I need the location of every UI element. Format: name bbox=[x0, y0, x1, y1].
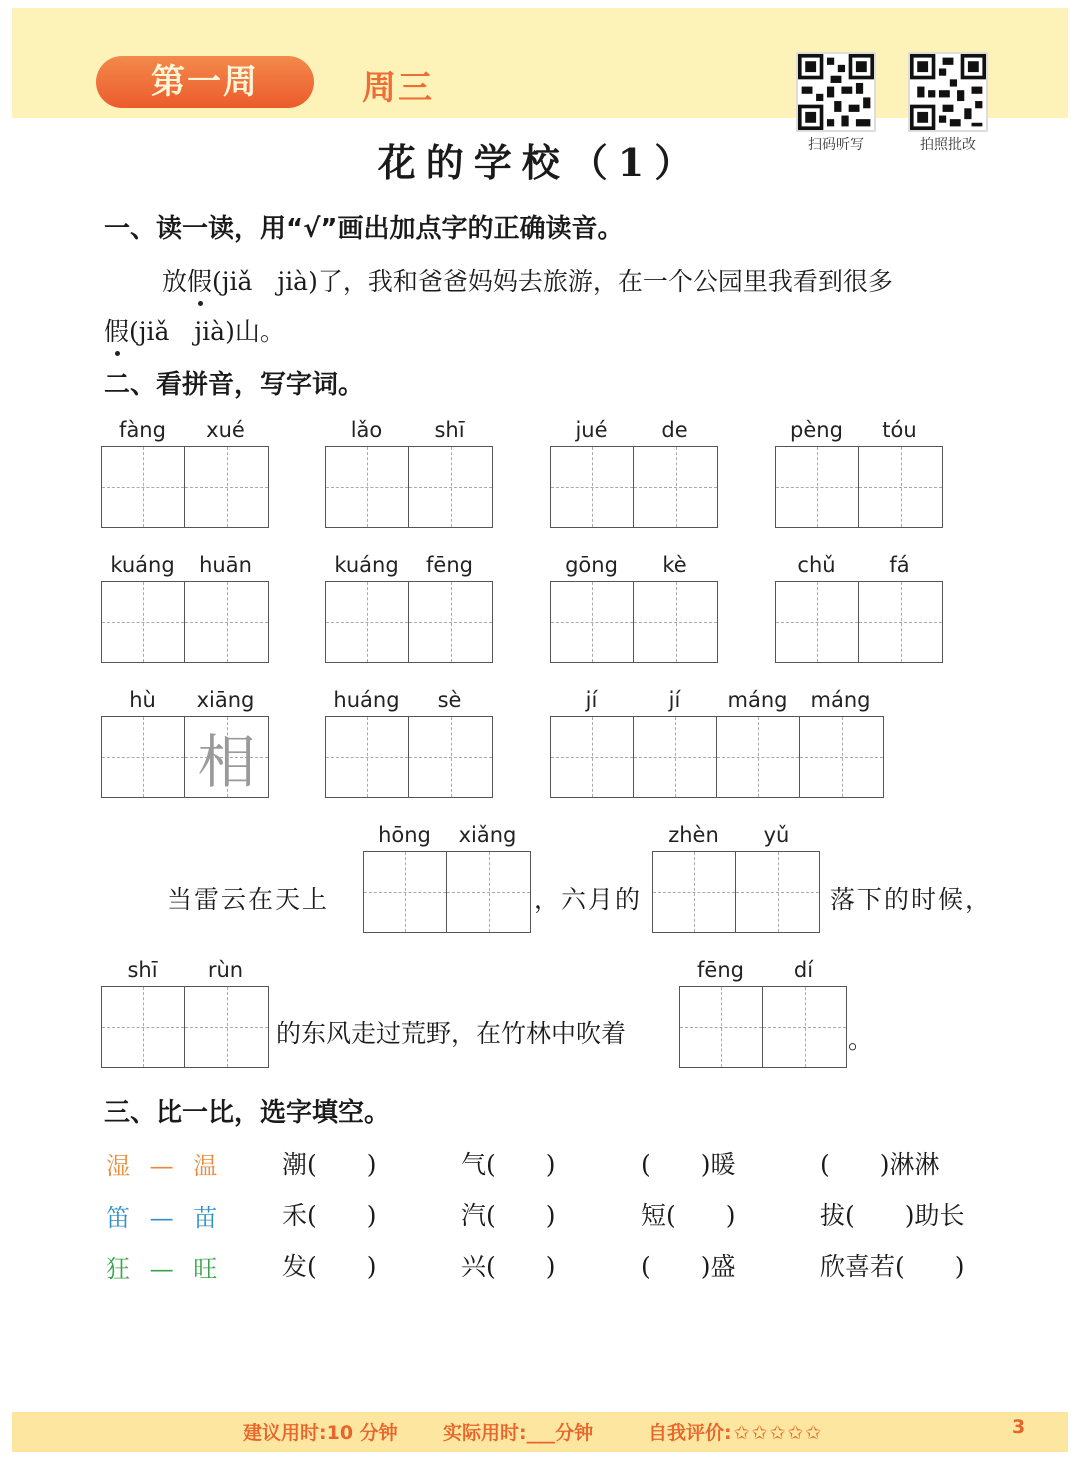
pinyin-label: hōng bbox=[378, 823, 431, 847]
grid-cell[interactable] bbox=[634, 582, 717, 662]
grid-cell[interactable] bbox=[776, 447, 859, 527]
section1-heading: 一、读一读，用“√”画出加点字的正确读音。 bbox=[104, 214, 624, 244]
pinyin-label: kè bbox=[662, 553, 687, 577]
grid-cell[interactable] bbox=[859, 582, 942, 662]
grid-cell[interactable] bbox=[653, 852, 736, 932]
pinyin-label: chǔ bbox=[797, 553, 836, 577]
section1-line1 bbox=[162, 262, 893, 298]
compare-pair-3: 狂 — 旺 bbox=[106, 1255, 224, 1283]
fill-blank[interactable]: ( )暖 bbox=[641, 1150, 736, 1179]
dotted-char: 假 bbox=[104, 312, 129, 348]
text-segment: 放 bbox=[162, 267, 188, 296]
compare-pair-1: 湿 — 温 bbox=[106, 1152, 224, 1180]
pinyin-label: jué bbox=[575, 418, 608, 442]
self-eval-label: 自我评价: bbox=[648, 1422, 732, 1444]
day-label: 周三 bbox=[362, 68, 434, 108]
grid-cell[interactable] bbox=[185, 447, 268, 527]
grid-cell[interactable] bbox=[185, 987, 268, 1067]
grid-cell-example[interactable] bbox=[185, 717, 268, 797]
rating-stars[interactable] bbox=[732, 1422, 822, 1444]
writing-grid[interactable] bbox=[550, 716, 884, 798]
fill-blank[interactable]: ( )淋淋 bbox=[820, 1150, 940, 1179]
pinyin-label: shī bbox=[127, 958, 158, 982]
writing-grid[interactable] bbox=[325, 716, 493, 798]
pinyin-group-10 bbox=[325, 688, 493, 798]
fill-blank[interactable]: 发( ) bbox=[282, 1252, 377, 1281]
example-character: 相 bbox=[197, 728, 256, 796]
pinyin-label: gōng bbox=[565, 553, 618, 577]
grid-cell[interactable] bbox=[634, 717, 717, 797]
pinyin-label: rùn bbox=[207, 958, 244, 982]
writing-grid[interactable] bbox=[679, 986, 847, 1068]
pinyin-label: fēng bbox=[426, 553, 473, 577]
grid-cell[interactable] bbox=[447, 852, 530, 932]
grid-cell[interactable] bbox=[409, 582, 492, 662]
star-icon[interactable]: ✩ bbox=[733, 1422, 750, 1444]
page-title: 花的学校（1） bbox=[377, 140, 703, 185]
grid-cell[interactable] bbox=[634, 447, 717, 527]
pinyin-group-2 bbox=[325, 418, 493, 528]
pinyin-label: dí bbox=[793, 958, 814, 982]
star-icon[interactable]: ✩ bbox=[805, 1422, 822, 1444]
writing-grid[interactable] bbox=[101, 986, 269, 1068]
pinyin-group-6 bbox=[325, 553, 493, 663]
grid-cell[interactable] bbox=[551, 447, 634, 527]
fill-blank[interactable]: 欣喜若( ) bbox=[820, 1252, 965, 1281]
grid-cell[interactable] bbox=[800, 717, 883, 797]
pinyin-label: jí bbox=[668, 688, 681, 712]
grid-cell[interactable] bbox=[736, 852, 819, 932]
page-number: 3 bbox=[1012, 1416, 1026, 1438]
compare-pair-2: 笛 — 苗 bbox=[106, 1204, 224, 1232]
grid-cell[interactable] bbox=[680, 987, 763, 1067]
fill-blank[interactable]: 潮( ) bbox=[282, 1150, 377, 1179]
grid-cell[interactable] bbox=[763, 987, 846, 1067]
grid-cell[interactable] bbox=[326, 582, 409, 662]
pinyin-label: tóu bbox=[882, 418, 917, 442]
pinyin-group-3 bbox=[550, 418, 718, 528]
section3-heading: 三、比一比，选字填空。 bbox=[104, 1098, 391, 1128]
star-icon[interactable]: ✩ bbox=[751, 1422, 768, 1444]
pinyin-label: fēng bbox=[697, 958, 744, 982]
grid-cell[interactable] bbox=[859, 447, 942, 527]
fill-blank[interactable]: 拔( )助长 bbox=[820, 1201, 965, 1230]
pinyin-label: xiāng bbox=[196, 688, 255, 712]
grid-cell[interactable] bbox=[409, 447, 492, 527]
grid-cell[interactable] bbox=[364, 852, 447, 932]
actual-time[interactable]: 实际用时:___分钟 bbox=[443, 1422, 594, 1444]
grid-cell[interactable] bbox=[776, 582, 859, 662]
fill-blank[interactable]: ( )盛 bbox=[641, 1252, 736, 1281]
pinyin-label: huān bbox=[199, 553, 252, 577]
week-label: 第一周 bbox=[151, 62, 259, 102]
pinyin-label: pèng bbox=[790, 418, 843, 442]
pinyin-group-sentence-2 bbox=[652, 823, 820, 933]
star-icon[interactable]: ✩ bbox=[769, 1422, 786, 1444]
qr-icon bbox=[910, 54, 986, 130]
pinyin-label: de bbox=[661, 418, 688, 442]
pinyin-label: hù bbox=[129, 688, 156, 712]
writing-grid[interactable] bbox=[325, 446, 493, 528]
grid-cell[interactable] bbox=[185, 582, 268, 662]
pinyin-label: shī bbox=[434, 418, 465, 442]
self-evaluation bbox=[648, 1418, 821, 1445]
writing-grid[interactable] bbox=[652, 851, 820, 933]
pinyin-label: fá bbox=[889, 553, 910, 577]
pinyin-label: xiǎng bbox=[458, 823, 517, 847]
writing-grid[interactable] bbox=[101, 446, 269, 528]
fill-blank[interactable]: 禾( ) bbox=[282, 1201, 377, 1230]
grid-cell[interactable] bbox=[409, 717, 492, 797]
writing-grid[interactable] bbox=[775, 446, 943, 528]
pinyin-label: zhèn bbox=[668, 823, 719, 847]
grid-cell[interactable] bbox=[102, 582, 185, 662]
star-icon[interactable]: ✩ bbox=[787, 1422, 804, 1444]
sentence-part-1: 当雷云在天上 bbox=[167, 885, 330, 914]
pinyin-label: lǎo bbox=[350, 418, 383, 442]
pinyin-label: sè bbox=[437, 688, 462, 712]
qr-left-label: 扫码听写 bbox=[808, 137, 864, 153]
week-badge bbox=[96, 56, 314, 108]
pinyin-label: máng bbox=[810, 688, 871, 712]
section2-heading: 二、看拼音，写字词。 bbox=[104, 370, 365, 400]
pinyin-group-sentence-4 bbox=[679, 958, 847, 1068]
sentence-part-5: 。 bbox=[848, 1025, 874, 1054]
dotted-char: 假 bbox=[187, 262, 212, 298]
pinyin-label: fàng bbox=[119, 418, 166, 442]
fill-blank[interactable]: 短( ) bbox=[641, 1201, 736, 1230]
writing-grid[interactable] bbox=[101, 581, 269, 663]
qr-icon bbox=[798, 54, 874, 130]
writing-grid[interactable] bbox=[101, 716, 269, 798]
text-segment: (jiǎ jià)了，我和爸爸妈妈去旅游，在一个公园里我看到很多 bbox=[212, 267, 893, 296]
pinyin-group-8 bbox=[775, 553, 943, 663]
writing-grid[interactable] bbox=[550, 581, 718, 663]
qr-right-label: 拍照批改 bbox=[920, 137, 976, 153]
grid-cell[interactable] bbox=[551, 582, 634, 662]
grid-cell[interactable] bbox=[102, 987, 185, 1067]
section1-line2 bbox=[104, 312, 285, 348]
pinyin-group-5 bbox=[101, 553, 269, 663]
pinyin-group-sentence-1 bbox=[363, 823, 531, 933]
writing-grid[interactable] bbox=[775, 581, 943, 663]
grid-cell[interactable] bbox=[102, 447, 185, 527]
fill-blank[interactable]: 汽( ) bbox=[461, 1201, 556, 1230]
pinyin-label: kuáng bbox=[110, 553, 175, 577]
pinyin-group-9 bbox=[101, 688, 269, 798]
text-segment: (jiǎ jià)山。 bbox=[129, 317, 285, 346]
qr-code-photo[interactable] bbox=[908, 52, 988, 132]
fill-blank[interactable]: 气( ) bbox=[461, 1150, 556, 1179]
pinyin-label: yǔ bbox=[763, 823, 790, 847]
writing-grid[interactable] bbox=[550, 446, 718, 528]
grid-cell[interactable] bbox=[326, 717, 409, 797]
grid-cell[interactable] bbox=[717, 717, 800, 797]
pinyin-group-sentence-3 bbox=[101, 958, 269, 1068]
pinyin-group-11 bbox=[550, 688, 884, 798]
pinyin-label: kuáng bbox=[334, 553, 399, 577]
grid-cell[interactable] bbox=[551, 717, 634, 797]
sentence-part-2: ，六月的 bbox=[534, 885, 643, 914]
writing-grid[interactable] bbox=[325, 581, 493, 663]
grid-cell[interactable] bbox=[326, 447, 409, 527]
pinyin-label: xué bbox=[206, 418, 245, 442]
pinyin-group-1 bbox=[101, 418, 269, 528]
writing-grid[interactable] bbox=[363, 851, 531, 933]
grid-cell[interactable] bbox=[102, 717, 185, 797]
qr-code-listen[interactable] bbox=[796, 52, 876, 132]
fill-blank[interactable]: 兴( ) bbox=[461, 1252, 556, 1281]
pinyin-group-7 bbox=[550, 553, 718, 663]
sentence-part-3: 落下的时候， bbox=[830, 885, 993, 914]
suggested-time: 建议用时:10 分钟 bbox=[243, 1422, 398, 1444]
sentence-part-4: 的东风走过荒野，在竹林中吹着 bbox=[276, 1019, 627, 1048]
pinyin-group-4 bbox=[775, 418, 943, 528]
pinyin-label: jí bbox=[585, 688, 598, 712]
pinyin-label: huáng bbox=[333, 688, 400, 712]
pinyin-label: máng bbox=[727, 688, 788, 712]
